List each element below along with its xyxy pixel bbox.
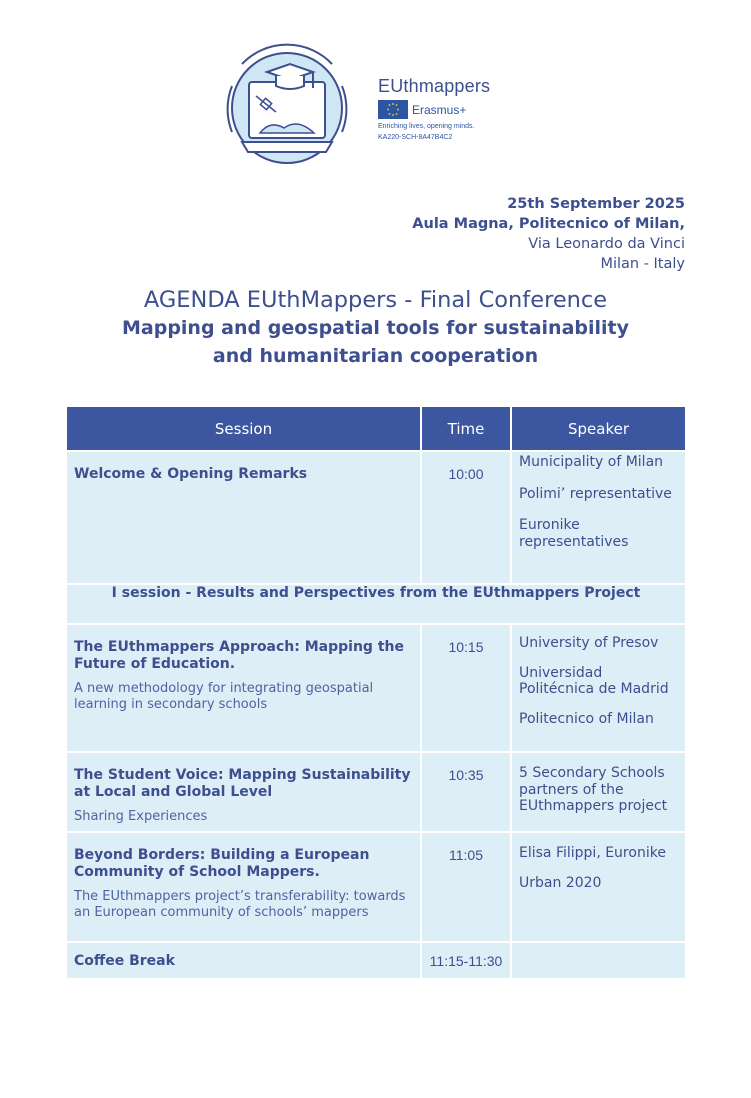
event-info — [412, 194, 685, 274]
session-subtitle: A new methodology for integrating geospatial learning in secondary schools — [74, 681, 374, 712]
table-row — [67, 752, 685, 832]
title-line-3: and humanitarian cooperation — [212, 345, 539, 367]
session-time: 10:15 — [448, 639, 484, 655]
session-title: Coffee Break — [74, 953, 175, 969]
table-row — [67, 942, 685, 978]
session-title: The Student Voice: Mapping Sustainability at Local and Global Level — [74, 767, 411, 800]
speaker-name: University of Presov — [519, 635, 659, 651]
table-row — [67, 451, 685, 584]
speaker-name: Polimi’ representative — [519, 485, 672, 502]
time-cell — [421, 942, 511, 978]
eu-flag-icon — [378, 100, 408, 119]
table-header-row — [67, 407, 685, 451]
erasmus-label: Erasmus+ — [412, 103, 467, 117]
euthmappers-logo — [222, 36, 352, 182]
session-cell — [67, 624, 421, 752]
speaker-name: Politecnico of Milan — [519, 710, 654, 727]
session-time: 11:05 — [449, 847, 483, 863]
session-subtitle: Sharing Experiences — [74, 809, 208, 824]
event-date: 25th September 2025 — [507, 196, 685, 212]
erasmus-row — [378, 100, 488, 120]
session-time: 10:00 — [448, 466, 484, 482]
speaker-name: Euronike representatives — [519, 517, 629, 550]
section-label: I session - Results and Perspectives from the EUthmappers Project — [67, 584, 685, 624]
speaker-name: Elisa Filippi, Euronike — [519, 845, 666, 861]
session-subtitle: The EUthmappers project’s transferability: towards an European community of schools’ mappers — [74, 889, 406, 920]
speaker-cell — [511, 624, 685, 752]
section-row — [67, 584, 685, 624]
speaker-cell — [511, 832, 685, 942]
speaker-cell — [511, 451, 685, 584]
erasmus-tagline: Enriching lives, opening minds. — [378, 123, 475, 130]
time-cell — [421, 624, 511, 752]
session-cell — [67, 942, 421, 978]
session-title: Welcome & Opening Remarks — [74, 466, 308, 482]
header-speaker: Speaker — [511, 407, 685, 451]
table-row — [67, 624, 685, 752]
speaker-cell — [511, 752, 685, 832]
speaker-name: 5 Secondary Schools partners of the EUthmappers project — [519, 765, 668, 814]
speaker-name: Municipality of Milan — [519, 454, 664, 470]
session-cell — [67, 752, 421, 832]
time-cell — [421, 832, 511, 942]
brand-block — [378, 76, 491, 141]
speaker-name: Universidad Politécnica de Madrid — [519, 664, 669, 697]
session-cell — [67, 451, 421, 584]
agenda-title — [0, 286, 751, 370]
speaker-cell — [511, 942, 685, 978]
header-time: Time — [421, 407, 511, 451]
title-line-2: Mapping and geospatial tools for sustainability — [121, 317, 629, 339]
brand-name: EUthmappers — [378, 76, 491, 96]
session-title: Beyond Borders: Building a European Community of School Mappers. — [74, 847, 370, 880]
session-title: The EUthmappers Approach: Mapping the Future of Education. — [74, 639, 404, 672]
session-time: 11:15-11:30 — [429, 953, 503, 969]
session-cell — [67, 832, 421, 942]
event-venue: Aula Magna, Politecnico of Milan, — [412, 216, 685, 232]
title-line-1: AGENDA EUthMappers - Final Conference — [143, 287, 608, 313]
time-cell — [421, 451, 511, 584]
time-cell — [421, 752, 511, 832]
table-row — [67, 832, 685, 942]
project-code: KA220-SCH-8A47B4C2 — [378, 134, 453, 141]
header-session: Session — [67, 407, 421, 451]
event-city: Milan - Italy — [600, 256, 685, 272]
speaker-name: Urban 2020 — [519, 874, 602, 891]
session-time: 10:35 — [448, 767, 484, 783]
agenda-table — [67, 407, 685, 978]
event-street: Via Leonardo da Vinci — [528, 236, 685, 252]
